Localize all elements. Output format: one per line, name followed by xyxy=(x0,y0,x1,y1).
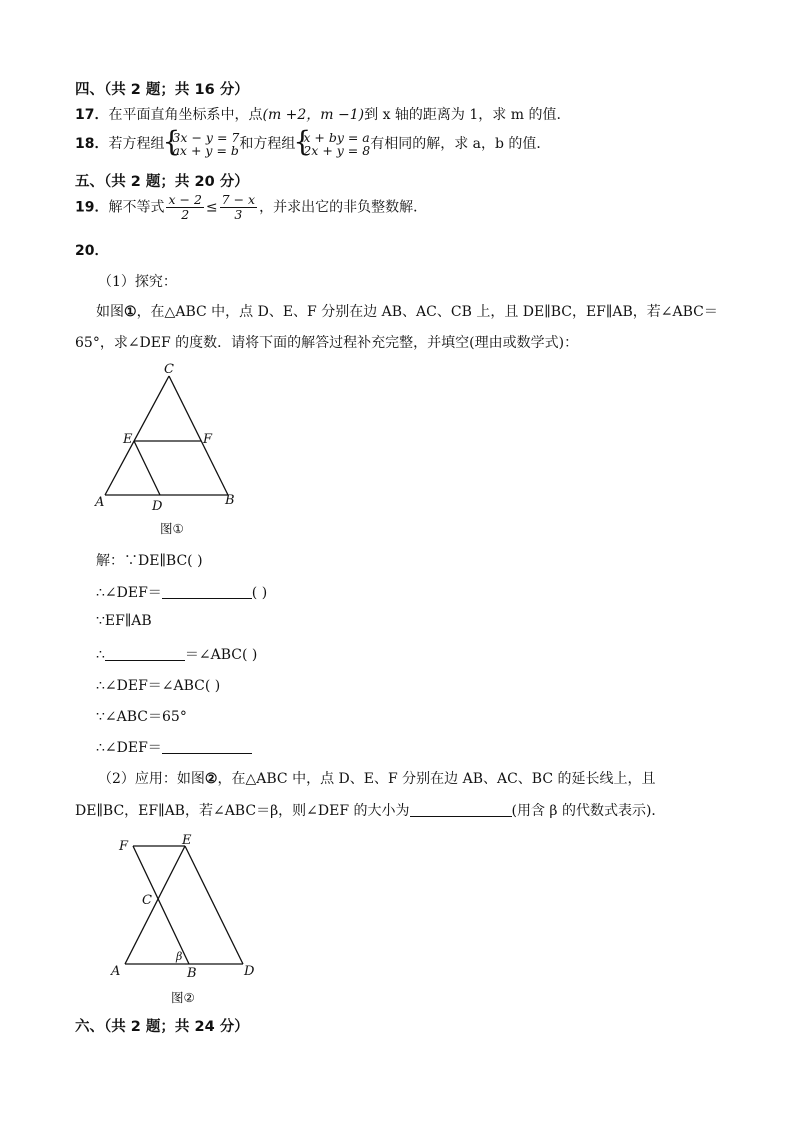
part-2-line-2 xyxy=(75,800,665,820)
equation-system-1 xyxy=(164,131,239,157)
question-18-number: 18． xyxy=(75,136,109,152)
figure-2-label-beta: β xyxy=(176,950,183,963)
fraction-1 xyxy=(166,193,203,222)
figure-1-label-b: B xyxy=(225,493,235,508)
solution-line-6: ∵∠ABC＝65° xyxy=(96,709,187,725)
section-4-title: 四、（共 2 题；共 16 分） xyxy=(75,82,249,98)
part-1-title: （1）探究： xyxy=(98,274,177,290)
question-18 xyxy=(75,131,550,157)
solution-line-2-a: ∴∠DEF＝ xyxy=(96,585,162,601)
fraction-2 xyxy=(220,193,257,222)
question-20-number: 20． xyxy=(75,243,109,259)
solution-blank-2[interactable] xyxy=(105,646,185,661)
question-18-text-b: 和方程组 xyxy=(239,136,296,152)
question-19-number: 19． xyxy=(75,199,109,216)
figure-1-caption: 图① xyxy=(160,521,184,536)
solution-line-2 xyxy=(96,582,267,602)
solution-blank-1[interactable] xyxy=(162,584,252,599)
figure-1-segment-ed xyxy=(134,441,160,495)
question-18-text-c: 有相同的解，求 a，b 的值． xyxy=(370,136,551,152)
figure-2-label-c: C xyxy=(142,893,152,908)
figure-1-label-a: A xyxy=(95,495,105,510)
solution-line-5: ∴∠DEF＝∠ABC( ) xyxy=(96,678,221,694)
equation-system-2 xyxy=(295,131,370,157)
figure-1-side-cb xyxy=(169,376,228,495)
part-2-line-1-a: （2）应用：如图 xyxy=(98,771,205,787)
figure-1-label-c: C xyxy=(164,362,174,377)
equation-system-2-line-1: { x + by = a xyxy=(303,130,370,145)
question-17-text-a: 在平面直角坐标系中，点 xyxy=(108,107,263,123)
figure-1-label-f: F xyxy=(203,432,213,447)
part-1-line-1-a: 如图 xyxy=(96,304,124,320)
solution-line-1: 解：∵DE∥BC( ) xyxy=(96,553,203,569)
question-17-number: 17． xyxy=(75,107,109,123)
question-19 xyxy=(75,193,427,222)
question-17-text-b: 到 x 轴的距离为 1，求 m 的值. xyxy=(364,107,561,123)
solution-blank-3[interactable] xyxy=(162,739,252,754)
figure-2-label-a: A xyxy=(111,964,121,979)
solution-line-3: ∵EF∥AB xyxy=(96,613,152,629)
solution-line-4-b: ＝∠ABC( ) xyxy=(184,647,258,663)
figure-2-ref: ② xyxy=(204,771,218,787)
figure-2-segment-ed xyxy=(185,846,243,964)
solution-line-7 xyxy=(96,737,252,757)
question-18-text-a: 若方程组 xyxy=(108,136,165,152)
question-19-text-a: 解不等式 xyxy=(108,199,165,216)
figure-1-label-d: D xyxy=(152,499,163,514)
question-19-text-b: ，并求出它的非负整数解． xyxy=(259,199,428,216)
part-2-line-1-b: ，在△ABC 中，点 D、E、F 分别在边 AB、AC、BC 的延长线上，且 xyxy=(217,771,656,787)
question-17-point: (m +2，m −1) xyxy=(262,107,365,123)
equation-system-2-line-2: 2x + y = 8 xyxy=(303,143,371,158)
figure-2-label-d: D xyxy=(244,964,255,979)
solution-line-2-b: ( ) xyxy=(251,585,268,601)
equation-system-1-line-1: { 3x − y = 7 xyxy=(172,130,240,145)
figure-2-label-e: E xyxy=(182,833,192,848)
figure-2-segment-ea xyxy=(125,846,185,964)
figure-2 xyxy=(105,830,270,1010)
part-2-line-2-a: DE∥BC，EF∥AB，若∠ABC＝β，则∠DEF 的大小为 xyxy=(75,803,410,819)
part-1-line-2: 65°，求∠DEF 的度数．请将下面的解答过程补充完整，并填空(理由或数学式)： xyxy=(75,335,579,351)
figure-2-label-b: B xyxy=(187,966,197,981)
solution-line-4-a: ∴ xyxy=(96,647,105,663)
part-1-line-1 xyxy=(96,301,718,321)
figure-1-ref: ① xyxy=(124,304,137,320)
solution-line-4 xyxy=(96,644,257,664)
fraction-1-numerator: x − 2 xyxy=(168,192,202,207)
section-5-title: 五、（共 2 题；共 20 分） xyxy=(75,174,249,190)
fraction-2-denominator: 3 xyxy=(234,207,243,222)
solution-line-7-a: ∴∠DEF＝ xyxy=(96,740,162,756)
figure-1-label-e: E xyxy=(123,432,133,447)
figure-1 xyxy=(90,358,250,543)
figure-1-side-ca xyxy=(105,376,169,495)
question-17 xyxy=(75,104,561,124)
fraction-1-denominator: 2 xyxy=(181,207,190,222)
less-equal-sign: ≤ xyxy=(205,199,218,216)
figure-2-label-f: F xyxy=(119,839,129,854)
equation-system-1-line-2: ax + y = b xyxy=(172,143,239,158)
section-6-title: 六、（共 2 题；共 24 分） xyxy=(75,1019,249,1035)
part-2-line-2-b: (用含 β 的代数式表示)． xyxy=(511,803,666,819)
part-2-line-1 xyxy=(98,768,656,788)
fraction-2-numerator: 7 − x xyxy=(221,192,256,207)
part-2-blank[interactable] xyxy=(410,802,512,817)
part-1-line-1-b: ，在△ABC 中，点 D、E、F 分别在边 AB、AC、CB 上，且 DE∥BC，EF∥AB，若∠ABC＝ xyxy=(136,304,718,320)
figure-2-caption: 图② xyxy=(171,990,195,1005)
